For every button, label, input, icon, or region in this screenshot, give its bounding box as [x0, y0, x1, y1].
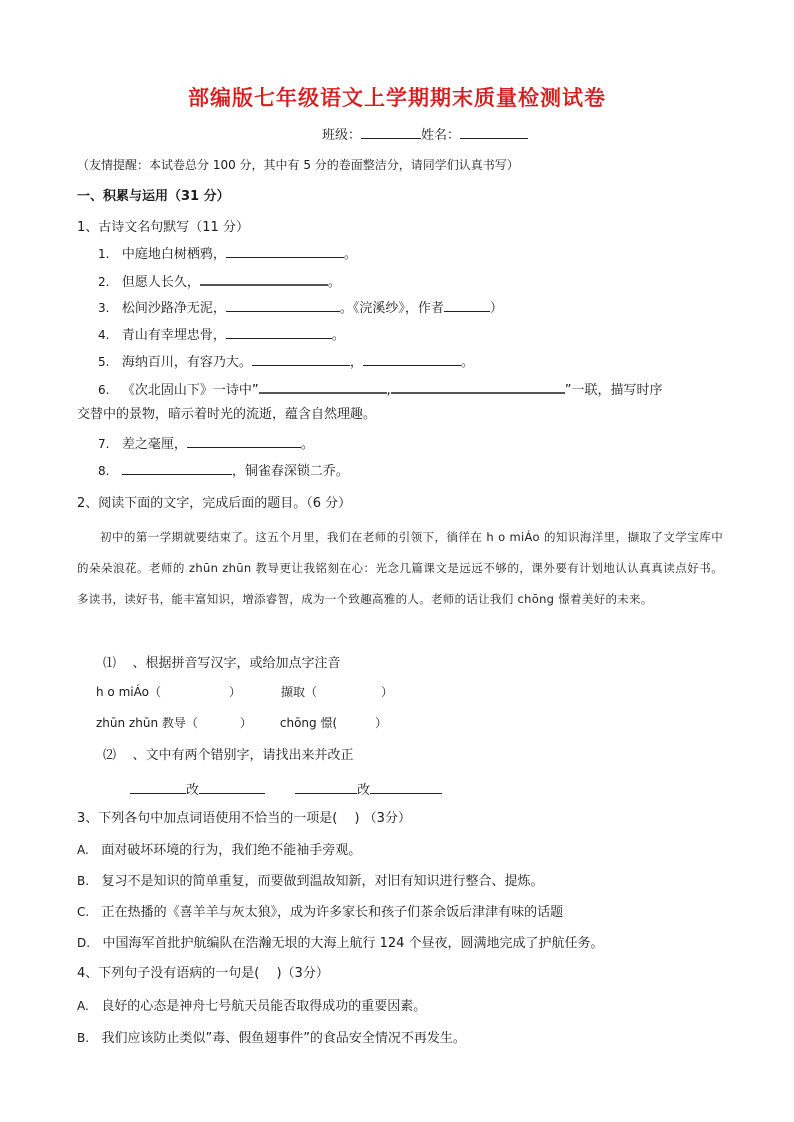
answer-blank[interactable]: [226, 297, 340, 312]
recite-item: 4. 青山有幸埋忠骨， 。: [98, 324, 345, 346]
option-d[interactable]: D. 中国海军首批护航编队在浩瀚无垠的大海上航行 124 个昼夜，圆满地完成了护航任务。: [77, 936, 604, 951]
answer-blank[interactable]: [226, 324, 332, 339]
recite-item-continuation: 交替中的景物，暗示着时光的流逝，蕴含自然理趣。: [77, 407, 377, 422]
question-3-title: 3、下列各句中加点词语使用不恰当的一项是( ) （3分）: [77, 811, 411, 826]
sub-question-2: ⑵ 、文中有两个错别字，请找出来并改正: [103, 748, 354, 763]
option-b[interactable]: B. 我们应该防止类似”毒、假鱼翅事件”的食品安全情况不再发生。: [77, 1031, 466, 1046]
question-1-title: 1、古诗文名句默写（11 分）: [77, 220, 249, 235]
answer-blank[interactable]: [200, 270, 328, 286]
answer-blank[interactable]: [187, 433, 301, 448]
recite-item: 6. 《次北固山下》一诗中” , ”一联，描写时序: [98, 378, 663, 401]
option-a[interactable]: A. 良好的心态是神舟七号航天员能否取得成功的重要因素。: [77, 999, 427, 1014]
reminder: （友情提醒：本试卷总分 100 分，其中有 5 分的卷面整洁分，请同学们认真书写）: [77, 158, 519, 172]
recite-item: 8. ，铜雀春深锁二乔。: [98, 460, 349, 482]
question-2-title: 2、阅读下面的文字，完成后面的题目。（6 分）: [77, 496, 352, 511]
answer-blank[interactable]: [259, 378, 387, 394]
student-info: [322, 124, 528, 146]
option-a[interactable]: A. 面对破坏环境的行为，我们绝不能袖手旁观。: [77, 843, 362, 858]
name-label: 姓名：: [421, 128, 461, 143]
option-c[interactable]: C. 正在热播的《喜羊羊与灰太狼》，成为许多家长和孩子们茶余饭后津津有味的话题: [77, 905, 564, 920]
recite-item: 7. 差之毫厘， 。: [98, 433, 314, 455]
correct-char-blank[interactable]: [199, 779, 265, 794]
reading-passage: 初中的第一学期就要结束了。这五个月里，我们在老师的引领下，徜徉在 h o miÁo 的知识海洋里，撷取了文学宝库中的朵朵浪花。老师的 zhūn zhūn 教导更让我铭刻在心：光念几篇课文是远远不够的，课外要有计划地认认真真读点好书。多读书，读好书，能丰富知识，增添睿智，成为一个致趣高雅的人。老师的话让我们 chōng 憬着美好的未来。: [77, 530, 723, 606]
wrong-char-blank[interactable]: [130, 779, 186, 794]
answer-blank[interactable]: [122, 460, 232, 475]
answer-blank[interactable]: [363, 351, 461, 366]
recite-item: 1. 中庭地白树栖鸦， 。: [98, 243, 357, 265]
answer-blank[interactable]: [391, 378, 565, 394]
question-4-title: 4、下列句子没有语病的一句是( )（3分）: [77, 966, 329, 981]
wrong-char-blank[interactable]: [295, 779, 357, 794]
pinyin-row-1: h o miÁo（ ） 撷取（ ）: [96, 685, 393, 699]
page-title: 部编版七年级语文上学期期末质量检测试卷: [188, 86, 606, 110]
name-blank[interactable]: [460, 124, 528, 139]
section-heading: 一、积累与运用（31 分）: [77, 189, 230, 204]
pinyin-row-2: zhūn zhūn 教导（ ） chōng 憬( ）: [96, 716, 388, 730]
option-b[interactable]: B. 复习不是知识的简单重复，而要做到温故知新，对旧有知识进行整合、提炼。: [77, 874, 544, 889]
answer-blank[interactable]: [226, 243, 344, 258]
answer-blank[interactable]: [252, 351, 350, 366]
recite-item: 5. 海纳百川，有容乃大。 ， 。: [98, 351, 474, 373]
correction-row: 改 改: [130, 779, 442, 801]
recite-item: 3. 松间沙路净无泥， 。《浣溪纱》，作者 ）: [98, 297, 503, 319]
class-blank[interactable]: [361, 124, 421, 139]
recite-item: 2. 但愿人长久， 。: [98, 270, 341, 293]
class-label: 班级：: [322, 128, 362, 143]
author-blank[interactable]: [444, 297, 490, 312]
sub-question-1: ⑴ 、根据拼音写汉字，或给加点字注音: [103, 656, 341, 671]
correct-char-blank[interactable]: [370, 779, 442, 794]
